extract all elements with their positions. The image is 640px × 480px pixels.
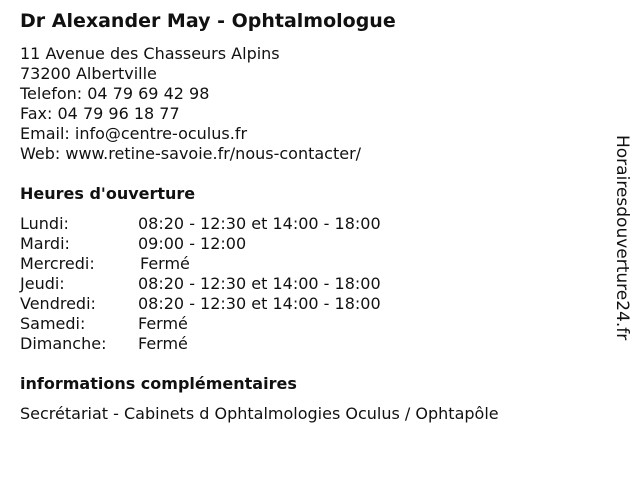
fax-label: Fax: xyxy=(20,104,53,123)
info-text: Secrétariat - Cabinets d Ophtalmologies Oculus / Ophtapôle xyxy=(20,404,499,423)
day-label: Lundi: xyxy=(20,214,69,233)
fax-number: 04 79 96 18 77 xyxy=(57,104,180,123)
contact-block xyxy=(20,44,361,164)
phone-line xyxy=(20,84,361,104)
email-line xyxy=(20,124,361,144)
web-label: Web: xyxy=(20,144,61,163)
hours-value: Fermé xyxy=(138,314,188,333)
hours-value: 08:20 - 12:30 et 14:00 - 18:00 xyxy=(138,274,381,293)
web-line xyxy=(20,144,361,164)
day-label: Mardi: xyxy=(20,234,70,253)
address-line-1: 11 Avenue des Chasseurs Alpins xyxy=(20,44,280,63)
phone-number: 04 79 69 42 98 xyxy=(87,84,210,103)
email-address: info@centre-oculus.fr xyxy=(74,124,248,143)
fax-line xyxy=(20,104,361,124)
hours-heading: Heures d'ouverture xyxy=(20,184,196,203)
hours-value: 08:20 - 12:30 et 14:00 - 18:00 xyxy=(138,214,381,233)
email-label: Email: xyxy=(20,124,70,143)
day-label: Jeudi: xyxy=(20,274,65,293)
page-title: Dr Alexander May - Ophtalmologue xyxy=(20,10,396,32)
web-address: www.retine-savoie.fr/nous-contacter/ xyxy=(65,144,362,163)
address-line-2: 73200 Albertville xyxy=(20,64,157,83)
phone-label: Telefon: xyxy=(20,84,83,103)
hours-value: Fermé xyxy=(140,254,190,273)
site-watermark: Horairesdouverture24.fr xyxy=(612,135,632,341)
info-heading: informations complémentaires xyxy=(20,374,297,393)
hours-value: Fermé xyxy=(138,334,188,353)
day-label: Dimanche: xyxy=(20,334,107,353)
hours-value: 08:20 - 12:30 et 14:00 - 18:00 xyxy=(138,294,381,313)
day-label: Vendredi: xyxy=(20,294,96,313)
hours-value: 09:00 - 12:00 xyxy=(138,234,247,253)
day-label: Mercredi: xyxy=(20,254,95,273)
day-label: Samedi: xyxy=(20,314,86,333)
